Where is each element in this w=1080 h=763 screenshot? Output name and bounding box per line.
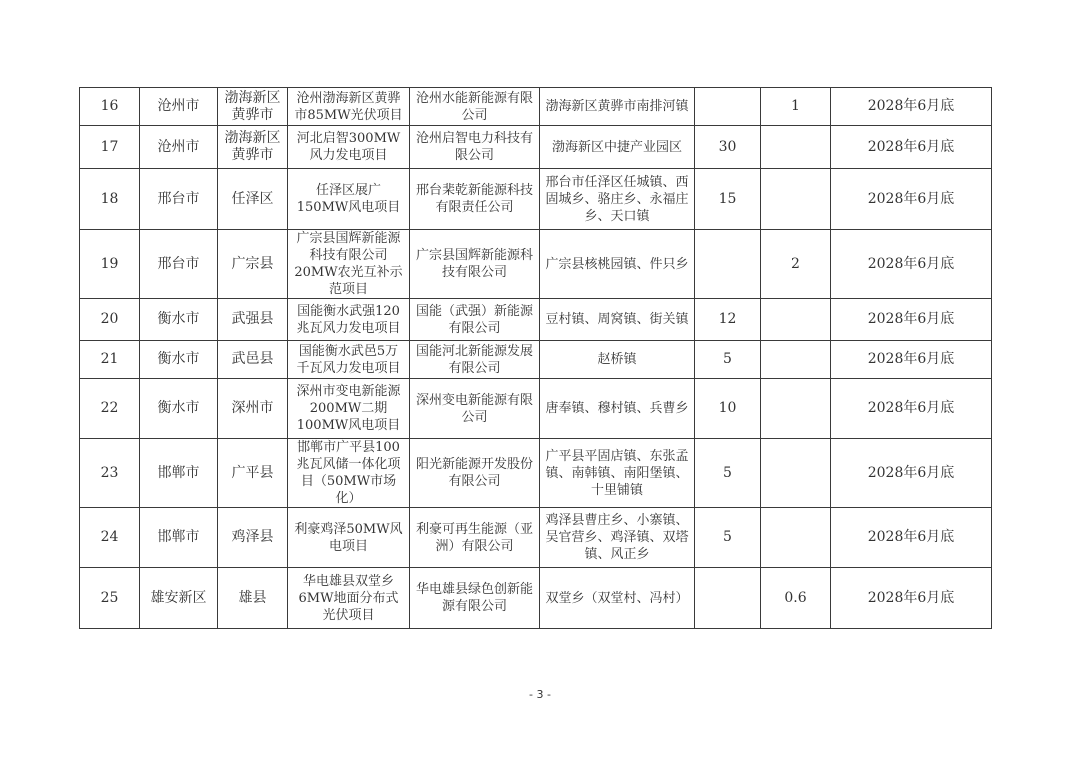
page-number: - 3 -: [529, 688, 551, 701]
cell-city: 衡水市: [140, 341, 218, 379]
cell-deadline: 2028年6月底: [831, 341, 992, 379]
cell-county: 武邑县: [218, 341, 288, 379]
cell-wind-capacity: [695, 568, 761, 629]
cell-company: 邢台棐乾新能源科技有限责任公司: [410, 169, 540, 230]
table-body: [80, 88, 992, 629]
cell-location: 鸡泽县曹庄乡、小寨镇、吴官营乡、鸡泽镇、双塔镇、风正乡: [540, 508, 695, 568]
cell-deadline: 2028年6月底: [831, 88, 992, 126]
cell-city: 邯郸市: [140, 439, 218, 508]
cell-project-name: 广宗县国辉新能源科技有限公司20MW农光互补示范项目: [288, 230, 410, 299]
cell-solar-capacity: [761, 299, 831, 341]
cell-wind-capacity: [695, 88, 761, 126]
table-row: [80, 88, 992, 126]
cell-number: 21: [80, 341, 140, 379]
cell-location: 邢台市任泽区任城镇、西固城乡、骆庄乡、永福庄乡、天口镇: [540, 169, 695, 230]
cell-location: 广平县平固店镇、东张孟镇、南韩镇、南阳堡镇、十里铺镇: [540, 439, 695, 508]
cell-city: 雄安新区: [140, 568, 218, 629]
cell-solar-capacity: [761, 508, 831, 568]
cell-solar-capacity: [761, 169, 831, 230]
cell-deadline: 2028年6月底: [831, 126, 992, 169]
table-row: [80, 379, 992, 439]
cell-solar-capacity: [761, 341, 831, 379]
cell-county: 雄县: [218, 568, 288, 629]
cell-deadline: 2028年6月底: [831, 299, 992, 341]
cell-wind-capacity: 30: [695, 126, 761, 169]
cell-county: 广宗县: [218, 230, 288, 299]
cell-city: 邢台市: [140, 169, 218, 230]
project-table: [79, 87, 992, 629]
cell-location: 双堂乡（双堂村、冯村）: [540, 568, 695, 629]
cell-number: 23: [80, 439, 140, 508]
cell-location: 渤海新区黄骅市南排河镇: [540, 88, 695, 126]
cell-project-name: 利豪鸡泽50MW风电项目: [288, 508, 410, 568]
cell-location: 豆村镇、周窝镇、街关镇: [540, 299, 695, 341]
cell-location: 广宗县核桃园镇、件只乡: [540, 230, 695, 299]
cell-city: 衡水市: [140, 379, 218, 439]
cell-deadline: 2028年6月底: [831, 379, 992, 439]
cell-county: 鸡泽县: [218, 508, 288, 568]
cell-company: 利豪可再生能源（亚洲）有限公司: [410, 508, 540, 568]
cell-county: 武强县: [218, 299, 288, 341]
cell-company: 国能（武强）新能源有限公司: [410, 299, 540, 341]
cell-county: 广平县: [218, 439, 288, 508]
cell-number: 19: [80, 230, 140, 299]
cell-wind-capacity: 5: [695, 341, 761, 379]
cell-county: 渤海新区黄骅市: [218, 88, 288, 126]
cell-wind-capacity: 5: [695, 439, 761, 508]
cell-project-name: 华电雄县双堂乡6MW地面分布式光伏项目: [288, 568, 410, 629]
cell-company: 沧州水能新能源有限公司: [410, 88, 540, 126]
cell-number: 24: [80, 508, 140, 568]
cell-wind-capacity: 15: [695, 169, 761, 230]
cell-county: 渤海新区黄骅市: [218, 126, 288, 169]
cell-number: 22: [80, 379, 140, 439]
cell-deadline: 2028年6月底: [831, 568, 992, 629]
cell-wind-capacity: 12: [695, 299, 761, 341]
cell-city: 邯郸市: [140, 508, 218, 568]
cell-solar-capacity: 2: [761, 230, 831, 299]
cell-company: 国能河北新能源发展有限公司: [410, 341, 540, 379]
cell-project-name: 河北启智300MW风力发电项目: [288, 126, 410, 169]
cell-solar-capacity: [761, 126, 831, 169]
cell-company: 沧州启智电力科技有限公司: [410, 126, 540, 169]
cell-deadline: 2028年6月底: [831, 439, 992, 508]
cell-wind-capacity: 10: [695, 379, 761, 439]
cell-city: 衡水市: [140, 299, 218, 341]
cell-city: 沧州市: [140, 88, 218, 126]
cell-number: 20: [80, 299, 140, 341]
cell-company: 广宗县国辉新能源科技有限公司: [410, 230, 540, 299]
cell-project-name: 沧州渤海新区黄骅市85MW光伏项目: [288, 88, 410, 126]
cell-location: 赵桥镇: [540, 341, 695, 379]
cell-wind-capacity: [695, 230, 761, 299]
cell-deadline: 2028年6月底: [831, 169, 992, 230]
cell-solar-capacity: [761, 439, 831, 508]
cell-project-name: 国能衡水武邑5万千瓦风力发电项目: [288, 341, 410, 379]
cell-location: 唐奉镇、穆村镇、兵曹乡: [540, 379, 695, 439]
cell-number: 16: [80, 88, 140, 126]
cell-location: 渤海新区中捷产业园区: [540, 126, 695, 169]
cell-project-name: 任泽区展广150MW风电项目: [288, 169, 410, 230]
cell-city: 沧州市: [140, 126, 218, 169]
cell-company: 阳光新能源开发股份有限公司: [410, 439, 540, 508]
cell-number: 25: [80, 568, 140, 629]
cell-project-name: 邯郸市广平县100兆瓦风储一体化项目（50MW市场化）: [288, 439, 410, 508]
cell-number: 18: [80, 169, 140, 230]
cell-deadline: 2028年6月底: [831, 508, 992, 568]
table-row: [80, 568, 992, 629]
table-row: [80, 230, 992, 299]
cell-company: 华电雄县绿色创新能源有限公司: [410, 568, 540, 629]
cell-project-name: 国能衡水武强120兆瓦风力发电项目: [288, 299, 410, 341]
cell-deadline: 2028年6月底: [831, 230, 992, 299]
cell-company: 深州变电新能源有限公司: [410, 379, 540, 439]
table-row: [80, 299, 992, 341]
cell-county: 任泽区: [218, 169, 288, 230]
table-row: [80, 126, 992, 169]
cell-city: 邢台市: [140, 230, 218, 299]
cell-project-name: 深州市变电新能源200MW二期100MW风电项目: [288, 379, 410, 439]
table-row: [80, 508, 992, 568]
table-row: [80, 169, 992, 230]
cell-solar-capacity: [761, 379, 831, 439]
table-row: [80, 439, 992, 508]
table-row: [80, 341, 992, 379]
cell-county: 深州市: [218, 379, 288, 439]
cell-solar-capacity: 0.6: [761, 568, 831, 629]
cell-wind-capacity: 5: [695, 508, 761, 568]
cell-number: 17: [80, 126, 140, 169]
cell-solar-capacity: 1: [761, 88, 831, 126]
